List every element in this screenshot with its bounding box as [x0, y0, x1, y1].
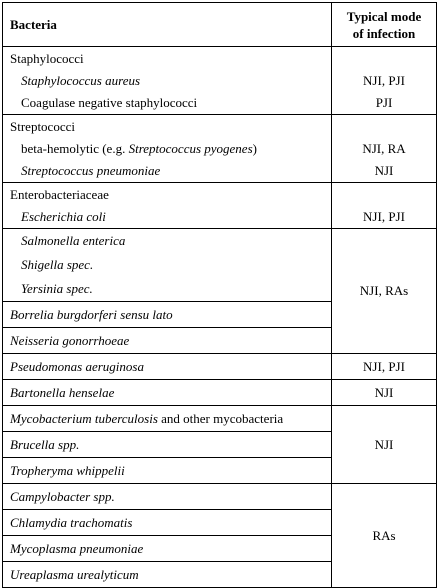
- mode-value: NJI: [374, 163, 394, 178]
- mode-value: NJI: [374, 436, 394, 452]
- species-name: Ureaplasma urealyticum: [10, 567, 139, 582]
- mode-cell: [332, 380, 437, 406]
- header-row: [3, 3, 437, 47]
- table-row: [3, 354, 437, 380]
- group-staphylococci: [3, 47, 332, 115]
- mode-value: RAs: [372, 527, 396, 543]
- table-row: [3, 380, 437, 406]
- mode-value: NJI, RA: [362, 141, 406, 156]
- species-name: Campylobacter spp.: [10, 489, 115, 504]
- species-name: Mycoplasma pneumoniae: [10, 541, 144, 556]
- species-name: beta-hemolytic (e.g. Streptococcus pyogenes): [21, 141, 257, 156]
- species-name: Borrelia burgdorferi sensu lato: [10, 307, 173, 322]
- species-name: Streptococcus pneumoniae: [21, 163, 161, 178]
- species-name: Bartonella henselae: [10, 385, 115, 400]
- table-row: [3, 484, 437, 510]
- mode-value: NJI, PJI: [363, 73, 405, 88]
- bacteria-table: [2, 2, 437, 588]
- species-name: Neisseria gonorrhoeae: [10, 333, 130, 348]
- species-name: Yersinia spec.: [21, 281, 93, 296]
- mode-value: PJI: [375, 95, 393, 110]
- mode-cell: [332, 115, 437, 183]
- species-name: Salmonella enterica: [21, 233, 126, 248]
- species-name: Escherichia coli: [21, 209, 106, 224]
- group-name: Enterobacteriaceae: [10, 187, 109, 202]
- species-name: Coagulase negative staphylococci: [21, 95, 198, 110]
- species-name: Shigella spec.: [21, 257, 94, 272]
- mode-value: NJI, RAs: [359, 283, 409, 298]
- table-row: [3, 183, 437, 229]
- mode-cell: [332, 354, 437, 380]
- header-mode-line2: of infection: [352, 25, 416, 41]
- table-row: [3, 115, 437, 183]
- group-name: Streptococci: [10, 119, 75, 134]
- mode-cell: [332, 183, 437, 229]
- mode-cell: [332, 229, 437, 354]
- header-mode-line1: Typical mode: [346, 8, 422, 24]
- table-row: [3, 229, 437, 302]
- group-name: Staphylococci: [10, 51, 84, 66]
- header-mode: [332, 3, 437, 47]
- species-name: Staphylococcus aureus: [21, 73, 141, 88]
- species-name: Brucella spp.: [10, 437, 80, 452]
- mode-cell: [332, 406, 437, 484]
- entero-species-cell: [3, 229, 332, 302]
- species-name: Chlamydia trachomatis: [10, 515, 133, 530]
- species-name: Tropheryma whippelii: [10, 463, 125, 478]
- mode-cell: [332, 484, 437, 588]
- group-streptococci: [3, 115, 332, 183]
- mode-value: NJI, PJI: [363, 209, 405, 224]
- species-name: Pseudomonas aeruginosa: [10, 359, 144, 374]
- group-enterobacteriaceae: [3, 183, 332, 229]
- mode-value: NJI: [374, 384, 394, 400]
- table-row: [3, 47, 437, 115]
- table-row: [3, 406, 437, 432]
- mode-value: NJI, PJI: [363, 358, 405, 374]
- species-name: Mycobacterium tuberculosis and other mycobacteria: [10, 411, 284, 426]
- header-bacteria: Bacteria: [3, 3, 332, 47]
- mode-cell: [332, 47, 437, 115]
